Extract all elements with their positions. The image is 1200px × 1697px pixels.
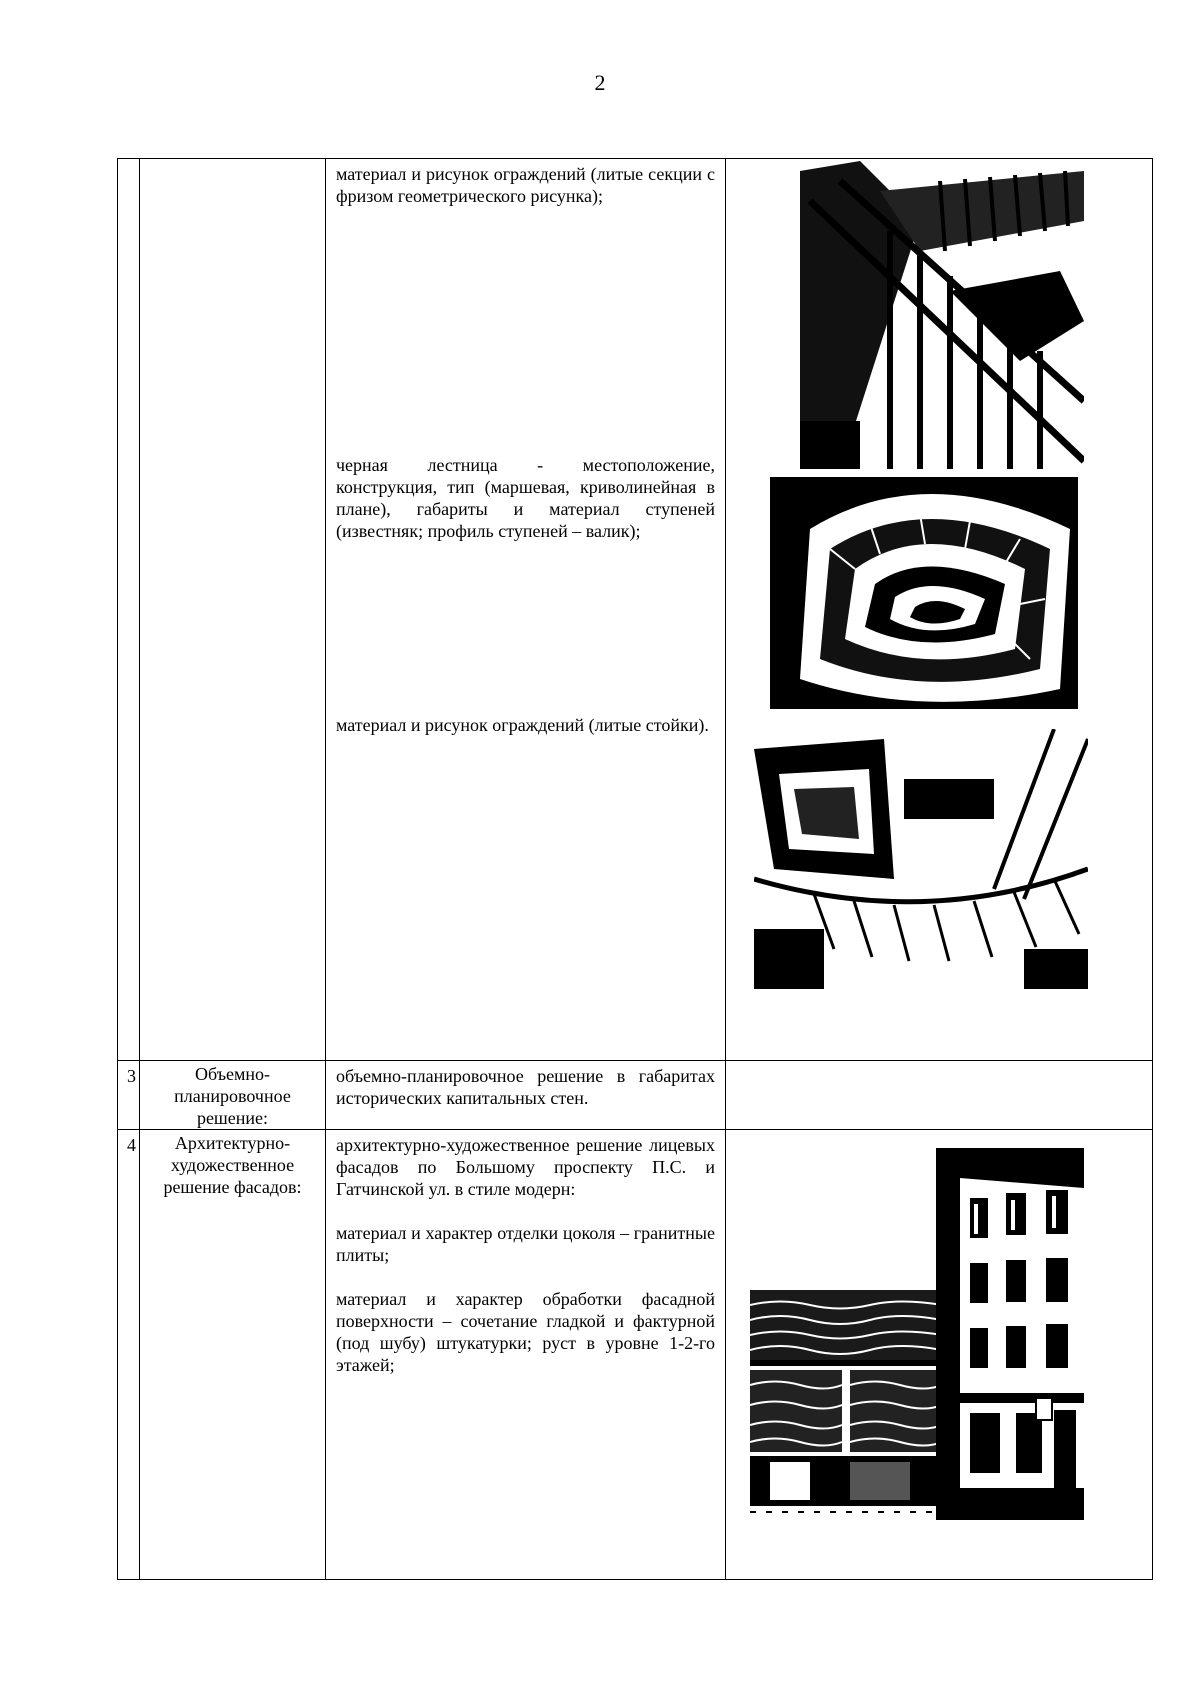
row-number: 4 bbox=[118, 1130, 140, 1580]
row-number: 3 bbox=[118, 1061, 140, 1130]
feature-name: Объемно-планировочное решение: bbox=[140, 1061, 326, 1130]
rusticated-wall-photo bbox=[750, 1290, 942, 1518]
photo-cell bbox=[726, 1130, 1153, 1580]
feature-description bbox=[326, 1061, 726, 1130]
description-paragraph: черная лестница - местоположение, конструкция, тип (маршевая, криволинейная в плане), габариты и материал ступеней (известняк; профиль ступеней – валик); bbox=[336, 455, 715, 541]
feature-description bbox=[326, 159, 726, 1061]
description-paragraph: материал и характер отделки цоколя – гранитные плиты; bbox=[336, 1223, 715, 1265]
description-paragraph: материал и рисунок ограждений (литые секции с фризом геометрического рисунка); bbox=[336, 164, 715, 206]
feature-name: Архитектурно-художественное решение фасадов: bbox=[140, 1130, 326, 1580]
photo-cell bbox=[726, 1061, 1153, 1130]
table-row bbox=[118, 159, 1153, 1061]
feature-description bbox=[326, 1130, 726, 1580]
row-number bbox=[118, 159, 140, 1061]
heritage-features-table bbox=[117, 158, 1153, 1580]
staircase-railing-photo bbox=[800, 161, 1084, 471]
table-row bbox=[118, 1130, 1153, 1580]
feature-name bbox=[140, 159, 326, 1061]
page-number: 2 bbox=[594, 70, 606, 95]
spiral-staircase-photo bbox=[770, 469, 1078, 709]
staircase-steps-photo bbox=[754, 729, 1088, 989]
building-facade-photo bbox=[936, 1148, 1084, 1520]
description-paragraph: архитектурно-художественное решение лицевых фасадов по Большому проспекту П.С. и Гатчинской ул. в стиле модерн: bbox=[336, 1135, 715, 1199]
table-row bbox=[118, 1061, 1153, 1130]
photo-cell bbox=[726, 159, 1153, 1061]
description-paragraph: материал и рисунок ограждений (литые стойки). bbox=[336, 715, 709, 735]
description-paragraph: материал и характер обработки фасадной поверхности – сочетание гладкой и фактурной (под шубу) штукатурки; руст в уровне 1-2-го этажей; bbox=[336, 1289, 715, 1375]
description-paragraph: объемно-планировочное решение в габаритах исторических капитальных стен. bbox=[336, 1066, 715, 1108]
